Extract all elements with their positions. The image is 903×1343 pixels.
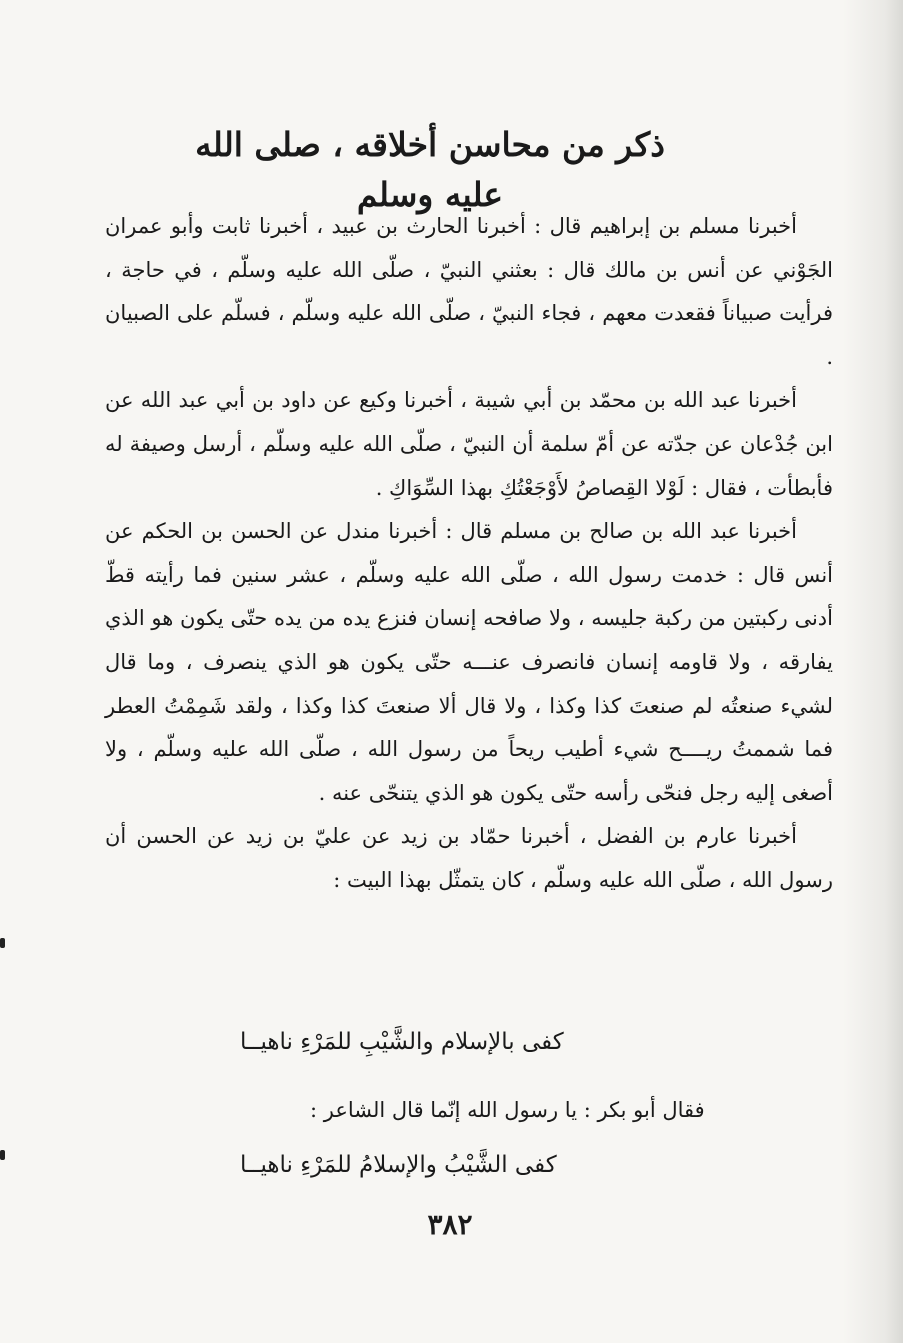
verse-line-2: كفى الشَّيْبُ والإسلامُ للمَرْءِ ناهيــا: [240, 1152, 557, 1178]
page-number: ٣٨٢: [427, 1208, 473, 1241]
page-title: ذكر من محاسن أخلاقه ، صلى الله عليه وسلم: [195, 125, 665, 214]
margin-mark: [0, 1150, 5, 1160]
paragraph-3: أخبرنا عبد الله بن صالح بن مسلم قال : أخبرنا مندل عن الحسن بن الحكم عن أنس قال : خدمت رسول الله ، صلّى الله عليه وسلّم ، عشر سنين فما رأيته قطّ أدنى ركبتين من ركبة جليسه ، ولا صافحه إنسان فنزع يده من يده حتّى يكون هو الذي يفارقه ، ولا قاومه إنسان فانصرف عنـــه حتّى يكون هو الذي ينصرف ، وما قال لشيء صنعتُه لم صنعتَ كذا وكذا ، ولا قال ألا صنعتَ كذا وكذا ، ولقد شَمِمْتُ العطر فما شممتُ ريــــح شيء أطيب ريحاً من رسول الله ، صلّى الله عليه وسلّم ، ولا أصغى إليه رجل فنحّى رأسه حتّى يكون هو الذي يتنحّى عنه .: [105, 519, 833, 805]
verse-line-1: كفى بالإسلام والشَّيْبِ للمَرْءِ ناهيــا: [240, 1029, 564, 1055]
page-edge-shadow: [843, 0, 903, 1343]
paragraph-2: أخبرنا عبد الله بن محمّد بن أبي شيبة ، أخبرنا وكيع عن داود بن أبي عبد الله عن ابن جُدْعان عن جدّته عن أمّ سلمة أن النبيّ ، صلّى الله عليه وسلّم ، أرسل وصيفة له فأبطأت ، فقال : لَوْلا القِصاصُ لأَوْجَعْتُكِ بهذا السِّوَاكِ .: [105, 388, 833, 500]
paragraph-4: أخبرنا عارم بن الفضل ، أخبرنا حمّاد بن زيد عن عليّ بن زيد عن الحسن أن رسول الله ، صلّى الله عليه وسلّم ، كان يتمثّل بهذا البيت :: [105, 824, 833, 892]
main-text: [105, 205, 833, 903]
verse-introduction: فقال أبو بكر : يا رسول الله إنّما قال الشاعر :: [310, 1098, 705, 1122]
paragraph-1: أخبرنا مسلم بن إبراهيم قال : أخبرنا الحارث بن عبيد ، أخبرنا ثابت وأبو عمران الجَوْني عن أنس بن مالك قال : بعثني النبيّ ، صلّى الله عليه وسلّم ، في حاجة ، فرأيت صبياناً فقعدت معهم ، فجاء النبيّ ، صلّى الله عليه وسلّم ، فسلّم على الصبيان .: [105, 214, 833, 369]
margin-mark: [0, 938, 5, 948]
